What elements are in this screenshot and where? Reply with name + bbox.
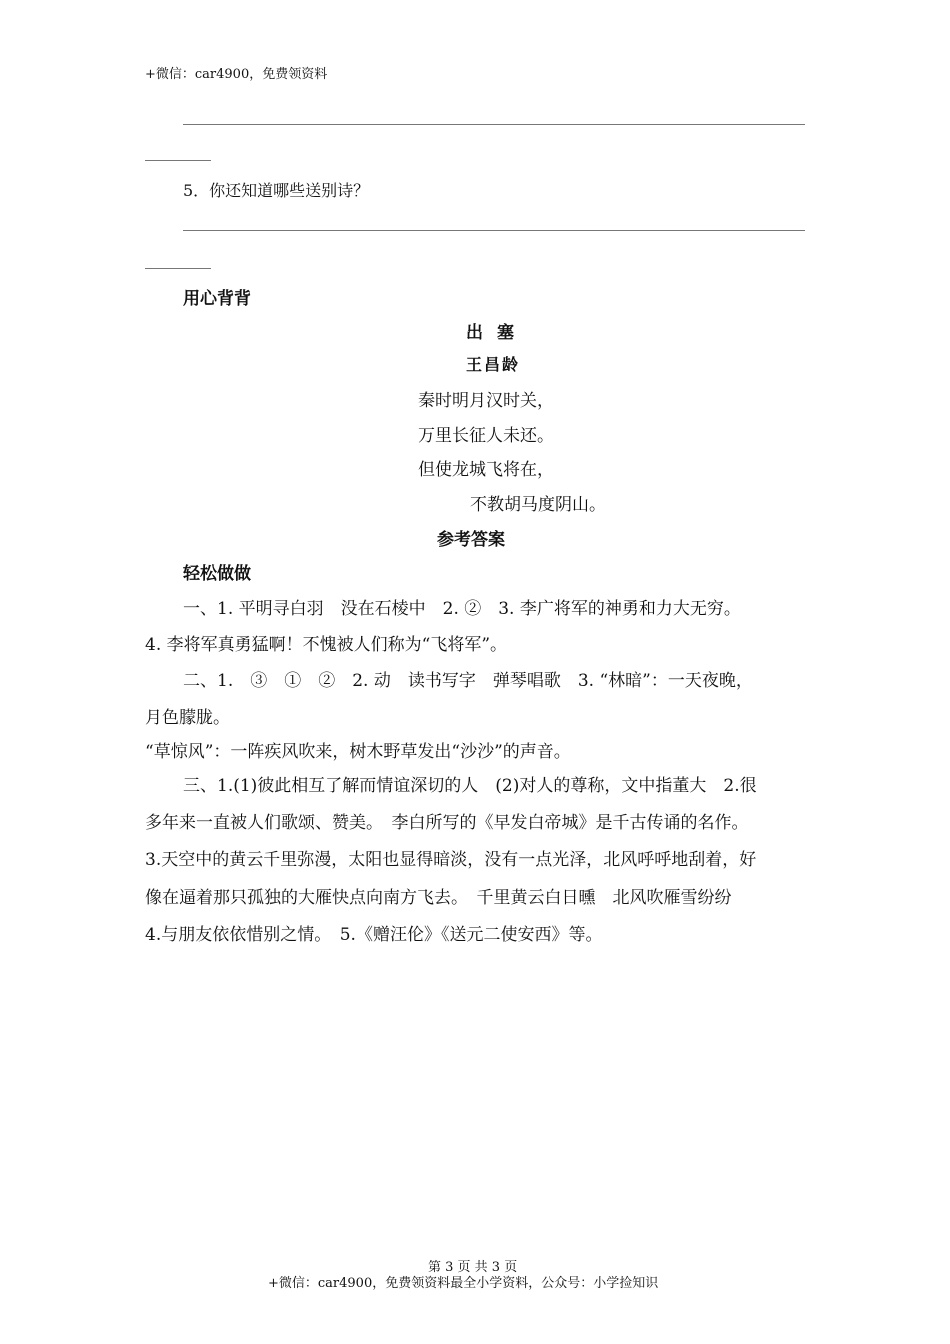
section-heading-easy: 轻松做做 [183, 564, 251, 584]
answer-part3-line5: 4.与朋友依依惜别之情。 5.《赠汪伦》《送元二使安西》等。 [145, 925, 603, 945]
answer-part2-line3: “草惊风”：一阵疾风吹来，树木野草发出“沙沙”的声音。 [145, 742, 571, 762]
section-heading-recite: 用心背背 [183, 289, 251, 309]
answer-line [183, 230, 805, 231]
answers-title: 参考答案 [437, 530, 505, 550]
answer-part1-line1: 一、1. 平明寻白羽 没在石棱中 2. ② 3. 李广将军的神勇和力大无穷。 [183, 599, 741, 619]
answer-line [183, 124, 805, 125]
poem-author: 王昌龄 [466, 355, 521, 374]
answer-part2-line2: 月色朦胧。 [145, 708, 230, 728]
answer-part1-line2: 4. 李将军真勇猛啊！不愧被人们称为“飞将军”。 [145, 635, 508, 655]
top-watermark: +微信：car4900，免费领资料 [145, 67, 328, 82]
page-number: 第 3 页 共 3 页 [428, 1260, 518, 1275]
answer-part3-line2: 多年来一直被人们歌颂、赞美。 李白所写的《早发白帝城》是千古传诵的名作。 [145, 813, 749, 833]
answer-part3-line3: 3.天空中的黄云千里弥漫，太阳也显得暗淡，没有一点光泽，北风呼呼地刮着，好 [145, 850, 757, 870]
answer-part3-line1: 三、1.(1)彼此相互了解而情谊深切的人 (2)对人的尊称，文中指董大 2.很 [183, 776, 757, 796]
poem-title: 出塞 [466, 323, 528, 343]
footer-watermark: +微信：car4900，免费领资料最全小学资料，公众号：小学捡知识 [268, 1276, 659, 1291]
answer-part3-line4: 像在逼着那只孤独的大雁快点向南方飞去。 千里黄云白日曛 北风吹雁雪纷纷 [145, 888, 732, 908]
answer-line-continuation [145, 160, 211, 161]
question-5: 5．你还知道哪些送别诗？ [183, 181, 370, 200]
poem-line: 但使龙城飞将在， [418, 460, 554, 480]
answer-line-continuation [145, 268, 211, 269]
poem-line: 万里长征人未还。 [418, 426, 554, 446]
answer-part2-line1: 二、1. ③ ① ② 2. 动 读书写字 弹琴唱歌 3. “林暗”：一天夜晚， [183, 671, 753, 691]
poem-line: 不教胡马度阴山。 [470, 495, 606, 515]
poem-line: 秦时明月汉时关， [418, 391, 554, 411]
